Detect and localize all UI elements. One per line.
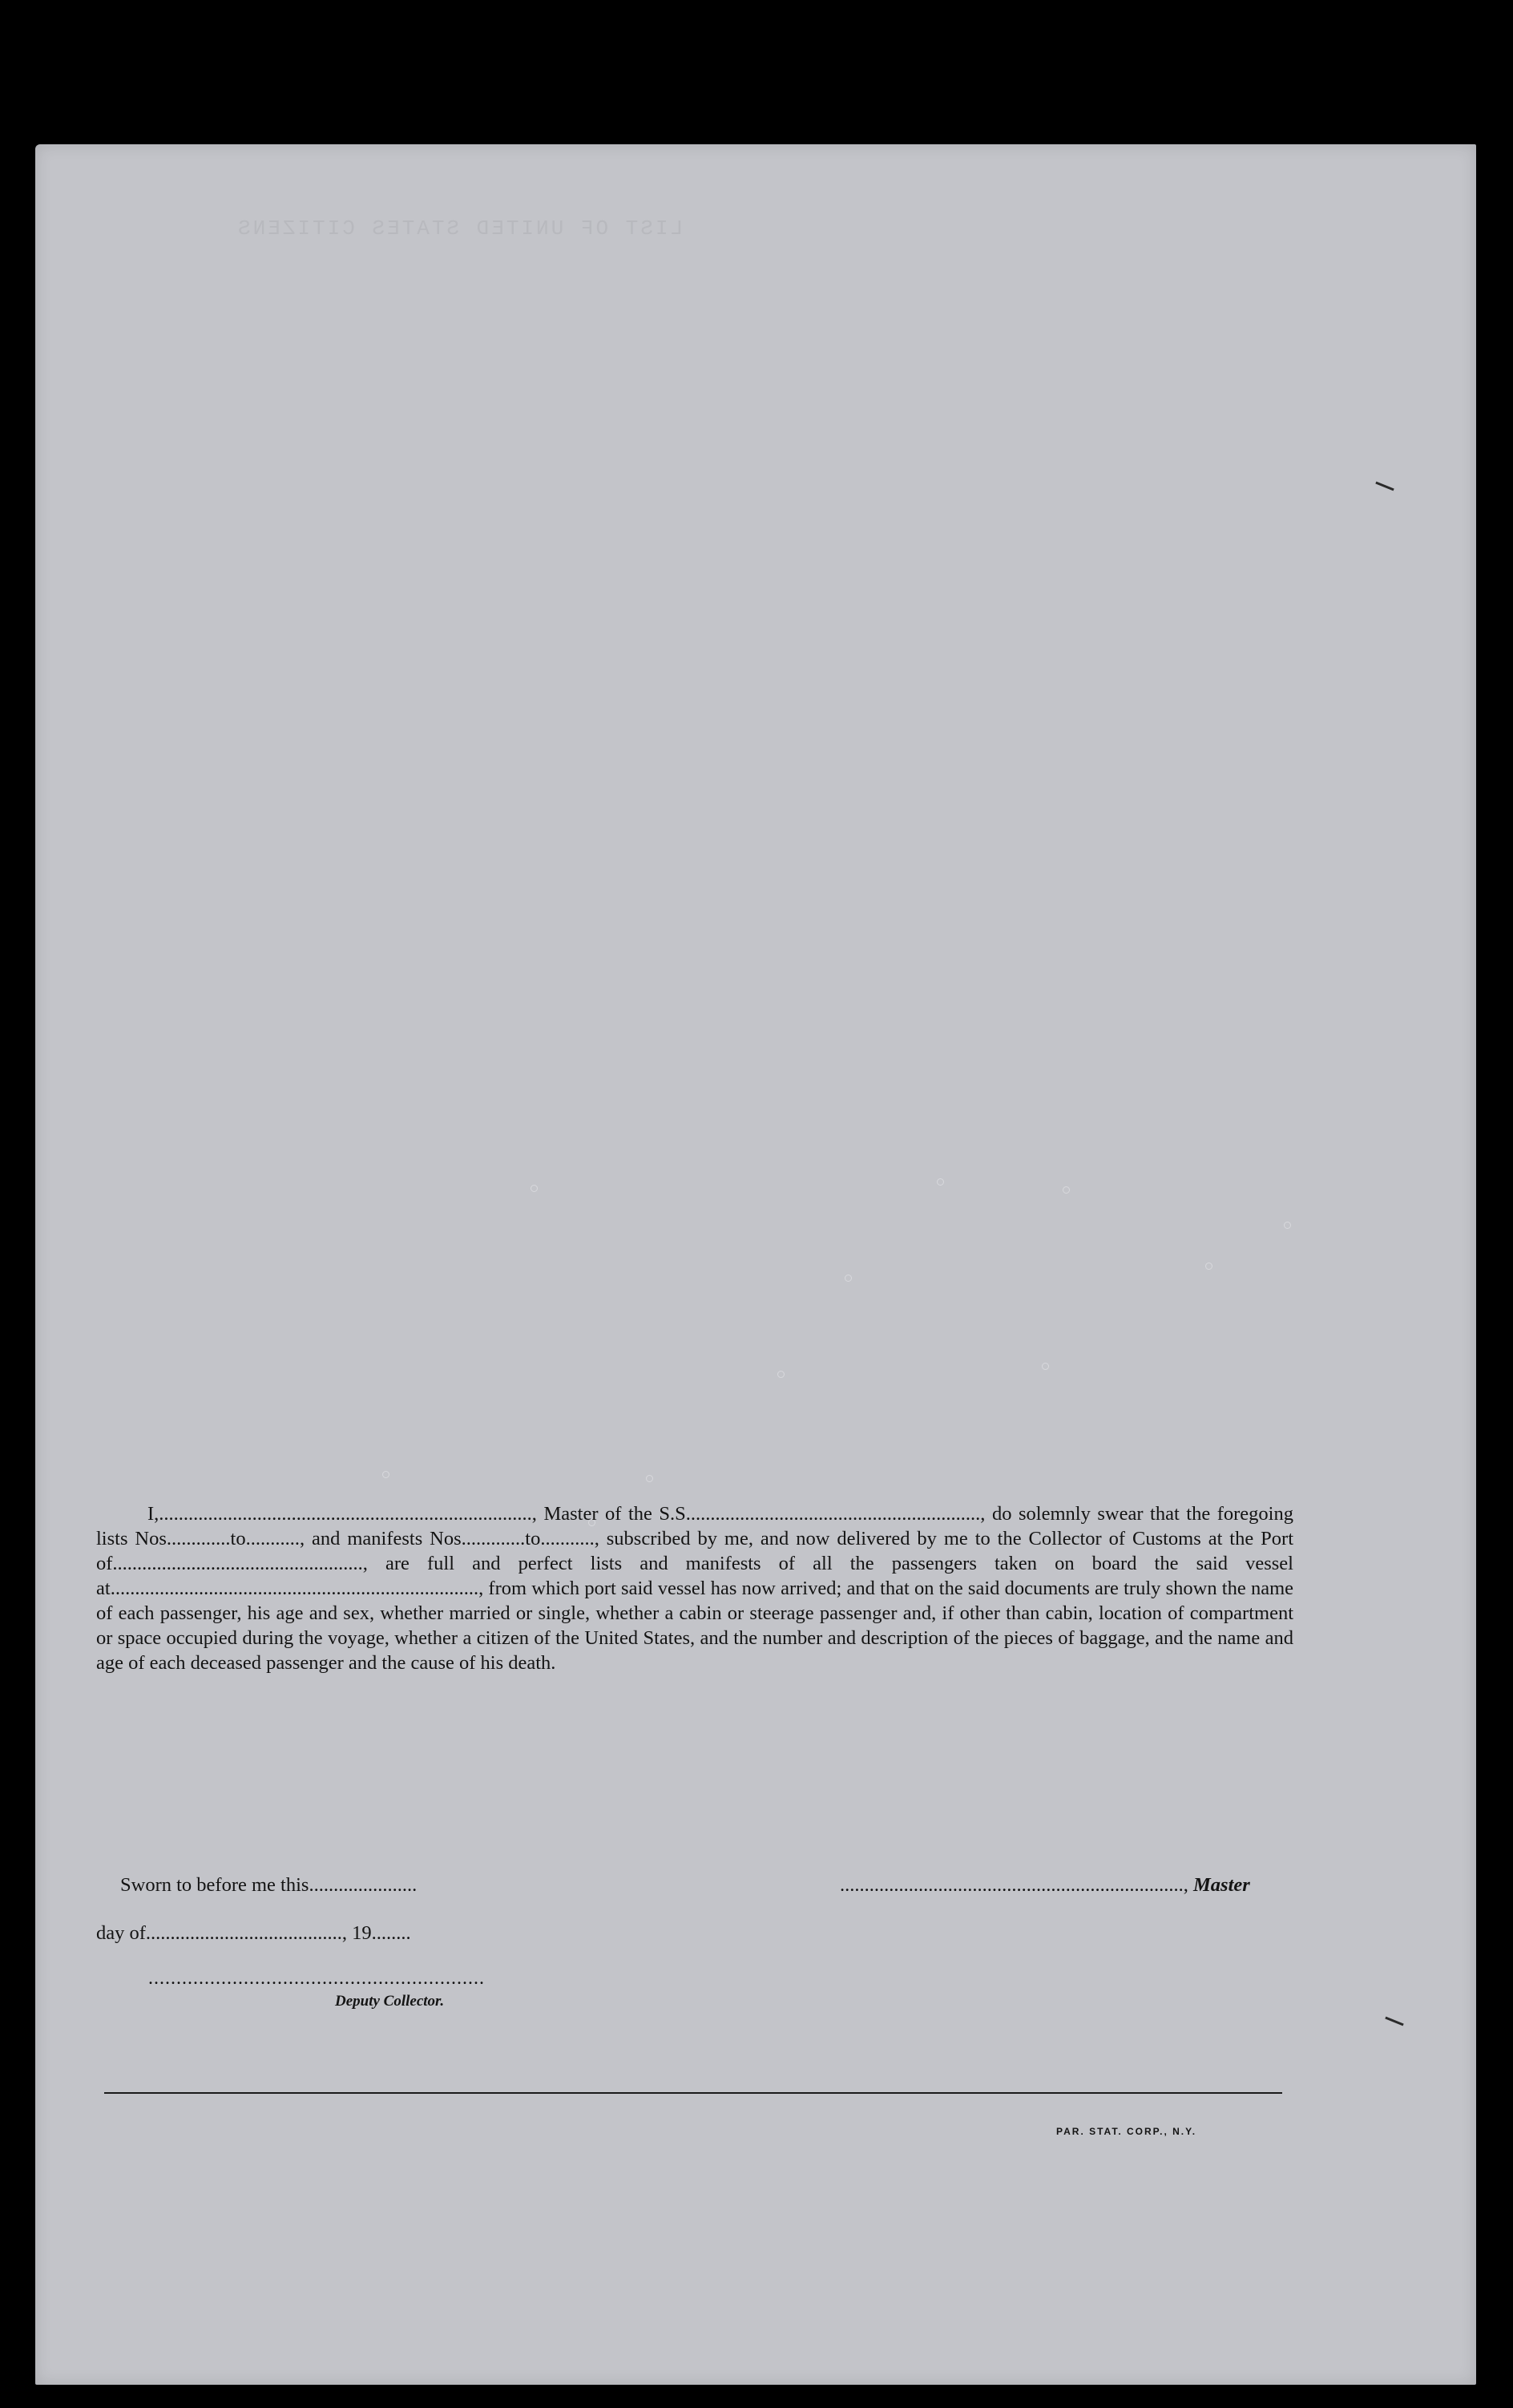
paper-speck — [1063, 1186, 1070, 1194]
margin-mark-top — [1375, 482, 1394, 491]
sworn-label: Sworn to before me this — [120, 1874, 309, 1896]
printer-mark: PAR. STAT. CORP., N.Y. — [1056, 2126, 1197, 2137]
paper-speck — [1042, 1363, 1049, 1370]
deputy-collector-label: Deputy Collector. — [335, 1993, 445, 2010]
year-field: ........ — [371, 1922, 411, 1944]
paper-speck — [646, 1475, 653, 1482]
day-label: day of — [96, 1922, 146, 1944]
sworn-before-line — [120, 1874, 417, 1897]
master-oath-paragraph: I,............................................................................, Master of the S.S............................................................, do solemnly swear that the foregoing lists Nos.............to..........., and manifests Nos.............to..........., subscribed by me, and now delivered by me to the Collector of Customs at the Port of..................................................., are full and perfect lists and manifests of all the passengers taken on board the said vessel at..........................................................................., from which port said vessel has now arrived; and that on the said documents are truly shown the name of each passenger, his age and sex, whether married or single, whether a cabin or steerage passenger and, if other than cabin, location of compartment or space occupied during the voyage, whether a citizen of the United States, and the number and description of the pieces of baggage, and the name and age of each deceased passenger and the cause of his death. — [96, 1503, 1294, 1674]
bleed-through-text: LIST OF UNITED STATES CITIZENS — [236, 216, 684, 240]
horizontal-rule — [104, 2092, 1282, 2094]
master-label: Master — [1193, 1874, 1250, 1896]
paper-speck — [937, 1178, 944, 1186]
document-page — [35, 144, 1476, 2385]
year-prefix: , 19 — [341, 1922, 372, 1944]
deputy-collector-signature-field: ............................................................ — [148, 1968, 485, 1989]
paper-speck — [531, 1185, 538, 1192]
margin-mark-bottom — [1385, 2017, 1403, 2026]
day-of-line — [96, 1922, 411, 1945]
paper-speck — [777, 1371, 785, 1378]
sworn-date-field: ...................... — [309, 1874, 418, 1896]
paper-speck — [1205, 1263, 1212, 1270]
master-signature-field: ...................................................................... — [840, 1874, 1184, 1896]
paper-speck — [1284, 1222, 1291, 1229]
paper-speck — [382, 1471, 389, 1478]
paper-speck — [845, 1275, 852, 1282]
master-signature-line: ......................................................................, Master — [840, 1874, 1250, 1896]
day-field: ........................................ — [145, 1922, 342, 1944]
